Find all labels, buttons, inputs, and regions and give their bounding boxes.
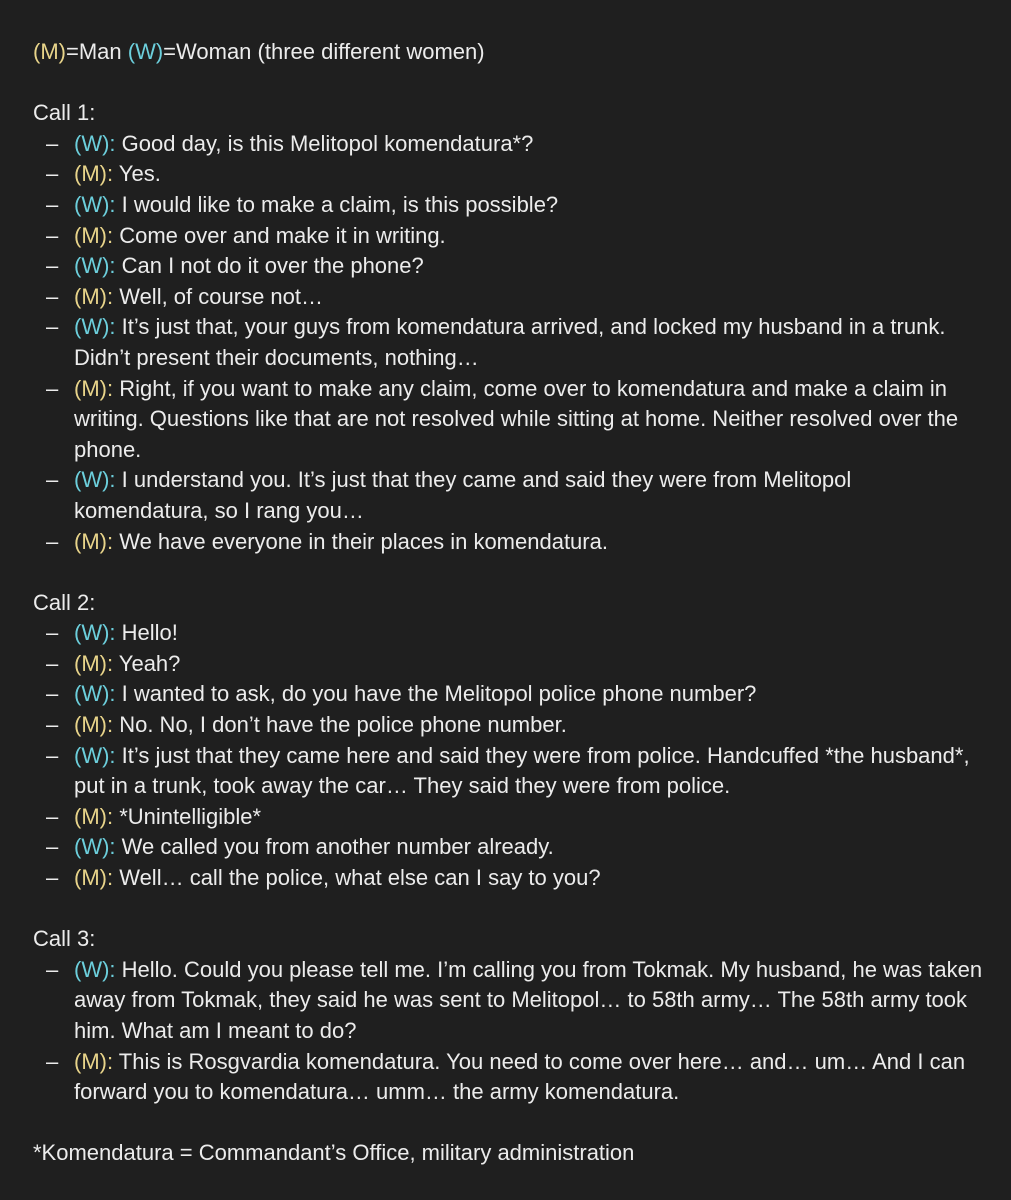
- dialogue-line: [33, 221, 991, 252]
- dialogue-text: Good day, is this Melitopol komendatura*?: [115, 130, 534, 156]
- list-dash: –: [46, 528, 59, 554]
- footnote: *Komendatura = Commandant’s Office, military administration: [33, 1140, 635, 1166]
- man-speaker-tag: (M):: [74, 528, 114, 554]
- list-dash: –: [46, 375, 59, 401]
- list-dash: –: [46, 467, 59, 493]
- list-dash: –: [46, 650, 59, 676]
- dialogue-text: I understand you. It’s just that they came and said they were from Melitopol komendatura, so I rang you…: [74, 467, 852, 523]
- dialogue-list: [33, 618, 991, 893]
- woman-speaker-tag: (W):: [74, 620, 116, 646]
- dialogue-text: It’s just that, your guys from komendatura arrived, and locked my husband in a trunk. Didn’t present their documents, nothing…: [74, 314, 946, 370]
- dialogue-list: [33, 955, 991, 1108]
- list-dash: –: [46, 1048, 59, 1074]
- calls-container: [33, 68, 991, 1108]
- dialogue-text: Yeah?: [113, 650, 181, 676]
- call-title: Call 2:: [33, 589, 96, 615]
- man-speaker-tag: (M):: [74, 375, 114, 401]
- woman-speaker-tag: (W):: [74, 956, 116, 982]
- call-section: [33, 98, 991, 557]
- dialogue-line: [33, 710, 991, 741]
- man-speaker-tag: (M):: [74, 865, 114, 891]
- dialogue-text: Right, if you want to make any claim, come over to komendatura and make a claim in writing. Questions like that are not resolved while sitting at home. Neither resolved over the phone.: [74, 375, 959, 462]
- dialogue-text: It’s just that they came here and said they were from police. Handcuffed *the husband*, put in a trunk, took away the car… They said they were from police.: [74, 742, 970, 799]
- list-dash: –: [46, 130, 59, 156]
- speaker-legend: [33, 37, 991, 68]
- man-speaker-tag: (M):: [74, 161, 114, 187]
- dialogue-line: [33, 312, 991, 373]
- dialogue-text: This is Rosgvardia komendatura. You need to come over here… and… um… And I can forward you to komendatura… umm… the army komendatura.: [74, 1048, 966, 1105]
- list-dash: –: [46, 681, 59, 707]
- woman-speaker-tag: (W):: [74, 253, 116, 279]
- dialogue-line: [33, 832, 991, 863]
- dialogue-line: [33, 465, 991, 526]
- spacer: [33, 557, 991, 588]
- dialogue-line: [33, 618, 991, 649]
- dialogue-text: Can I not do it over the phone?: [115, 253, 424, 279]
- dialogue-line: [33, 802, 991, 833]
- dialogue-line: [33, 251, 991, 282]
- call-title: Call 1:: [33, 100, 96, 126]
- woman-tag: (W): [127, 39, 164, 64]
- dialogue-text: We have everyone in their places in komendatura.: [113, 528, 608, 554]
- list-dash: –: [46, 283, 59, 309]
- list-dash: –: [46, 253, 59, 279]
- dialogue-line: [33, 679, 991, 710]
- dialogue-line: [33, 527, 991, 558]
- list-dash: –: [46, 712, 59, 738]
- woman-speaker-tag: (W):: [74, 742, 116, 768]
- woman-speaker-tag: (W):: [74, 467, 116, 493]
- dialogue-line: [33, 374, 991, 466]
- woman-speaker-tag: (W):: [74, 314, 116, 340]
- list-dash: –: [46, 620, 59, 646]
- list-dash: –: [46, 191, 59, 217]
- man-speaker-tag: (M):: [74, 803, 114, 829]
- dialogue-text: No. No, I don’t have the police phone number.: [113, 712, 567, 738]
- list-dash: –: [46, 803, 59, 829]
- man-speaker-tag: (M):: [74, 712, 114, 738]
- dialogue-line: [33, 741, 991, 802]
- dialogue-text: Well, of course not…: [113, 283, 323, 309]
- call-section: [33, 924, 991, 1108]
- woman-speaker-tag: (W):: [74, 681, 116, 707]
- list-dash: –: [46, 742, 59, 768]
- dialogue-line: [33, 863, 991, 894]
- list-dash: –: [46, 161, 59, 187]
- dialogue-text: I would like to make a claim, is this possible?: [115, 191, 559, 217]
- dialogue-text: Hello. Could you please tell me. I’m calling you from Tokmak. My husband, he was taken away from Tokmak, they said he was sent to Melitopol… to 58th army… The 58th army took him. What am I meant to do?: [74, 956, 983, 1043]
- dialogue-text: Yes.: [113, 161, 161, 187]
- dialogue-line: [33, 129, 991, 160]
- woman-speaker-tag: (W):: [74, 834, 116, 860]
- dialogue-line: [33, 159, 991, 190]
- dialogue-text: Come over and make it in writing.: [113, 222, 446, 248]
- man-tag: (M): [33, 39, 66, 64]
- spacer: [33, 68, 991, 99]
- call-title: Call 3:: [33, 926, 96, 952]
- spacer: [33, 1108, 991, 1139]
- woman-description: =Woman (three different women): [163, 39, 485, 64]
- dialogue-line: [33, 282, 991, 313]
- dialogue-list: [33, 129, 991, 557]
- dialogue-text: We called you from another number already.: [115, 834, 554, 860]
- man-speaker-tag: (M):: [74, 650, 114, 676]
- call-section: [33, 588, 991, 894]
- list-dash: –: [46, 834, 59, 860]
- dialogue-line: [33, 190, 991, 221]
- spacer: [33, 894, 991, 925]
- list-dash: –: [46, 956, 59, 982]
- list-dash: –: [46, 222, 59, 248]
- woman-speaker-tag: (W):: [74, 130, 116, 156]
- man-description: =Man: [65, 39, 128, 64]
- woman-speaker-tag: (W):: [74, 191, 116, 217]
- list-dash: –: [46, 314, 59, 340]
- dialogue-text: Well… call the police, what else can I say to you?: [113, 865, 601, 891]
- dialogue-text: Hello!: [115, 620, 178, 646]
- dialogue-text: *Unintelligible*: [113, 803, 262, 829]
- list-dash: –: [46, 865, 59, 891]
- man-speaker-tag: (M):: [74, 1048, 114, 1074]
- dialogue-text: I wanted to ask, do you have the Melitopol police phone number?: [115, 681, 757, 707]
- dialogue-line: [33, 649, 991, 680]
- man-speaker-tag: (M):: [74, 283, 114, 309]
- dialogue-line: [33, 1047, 991, 1108]
- dialogue-line: [33, 955, 991, 1047]
- man-speaker-tag: (M):: [74, 222, 114, 248]
